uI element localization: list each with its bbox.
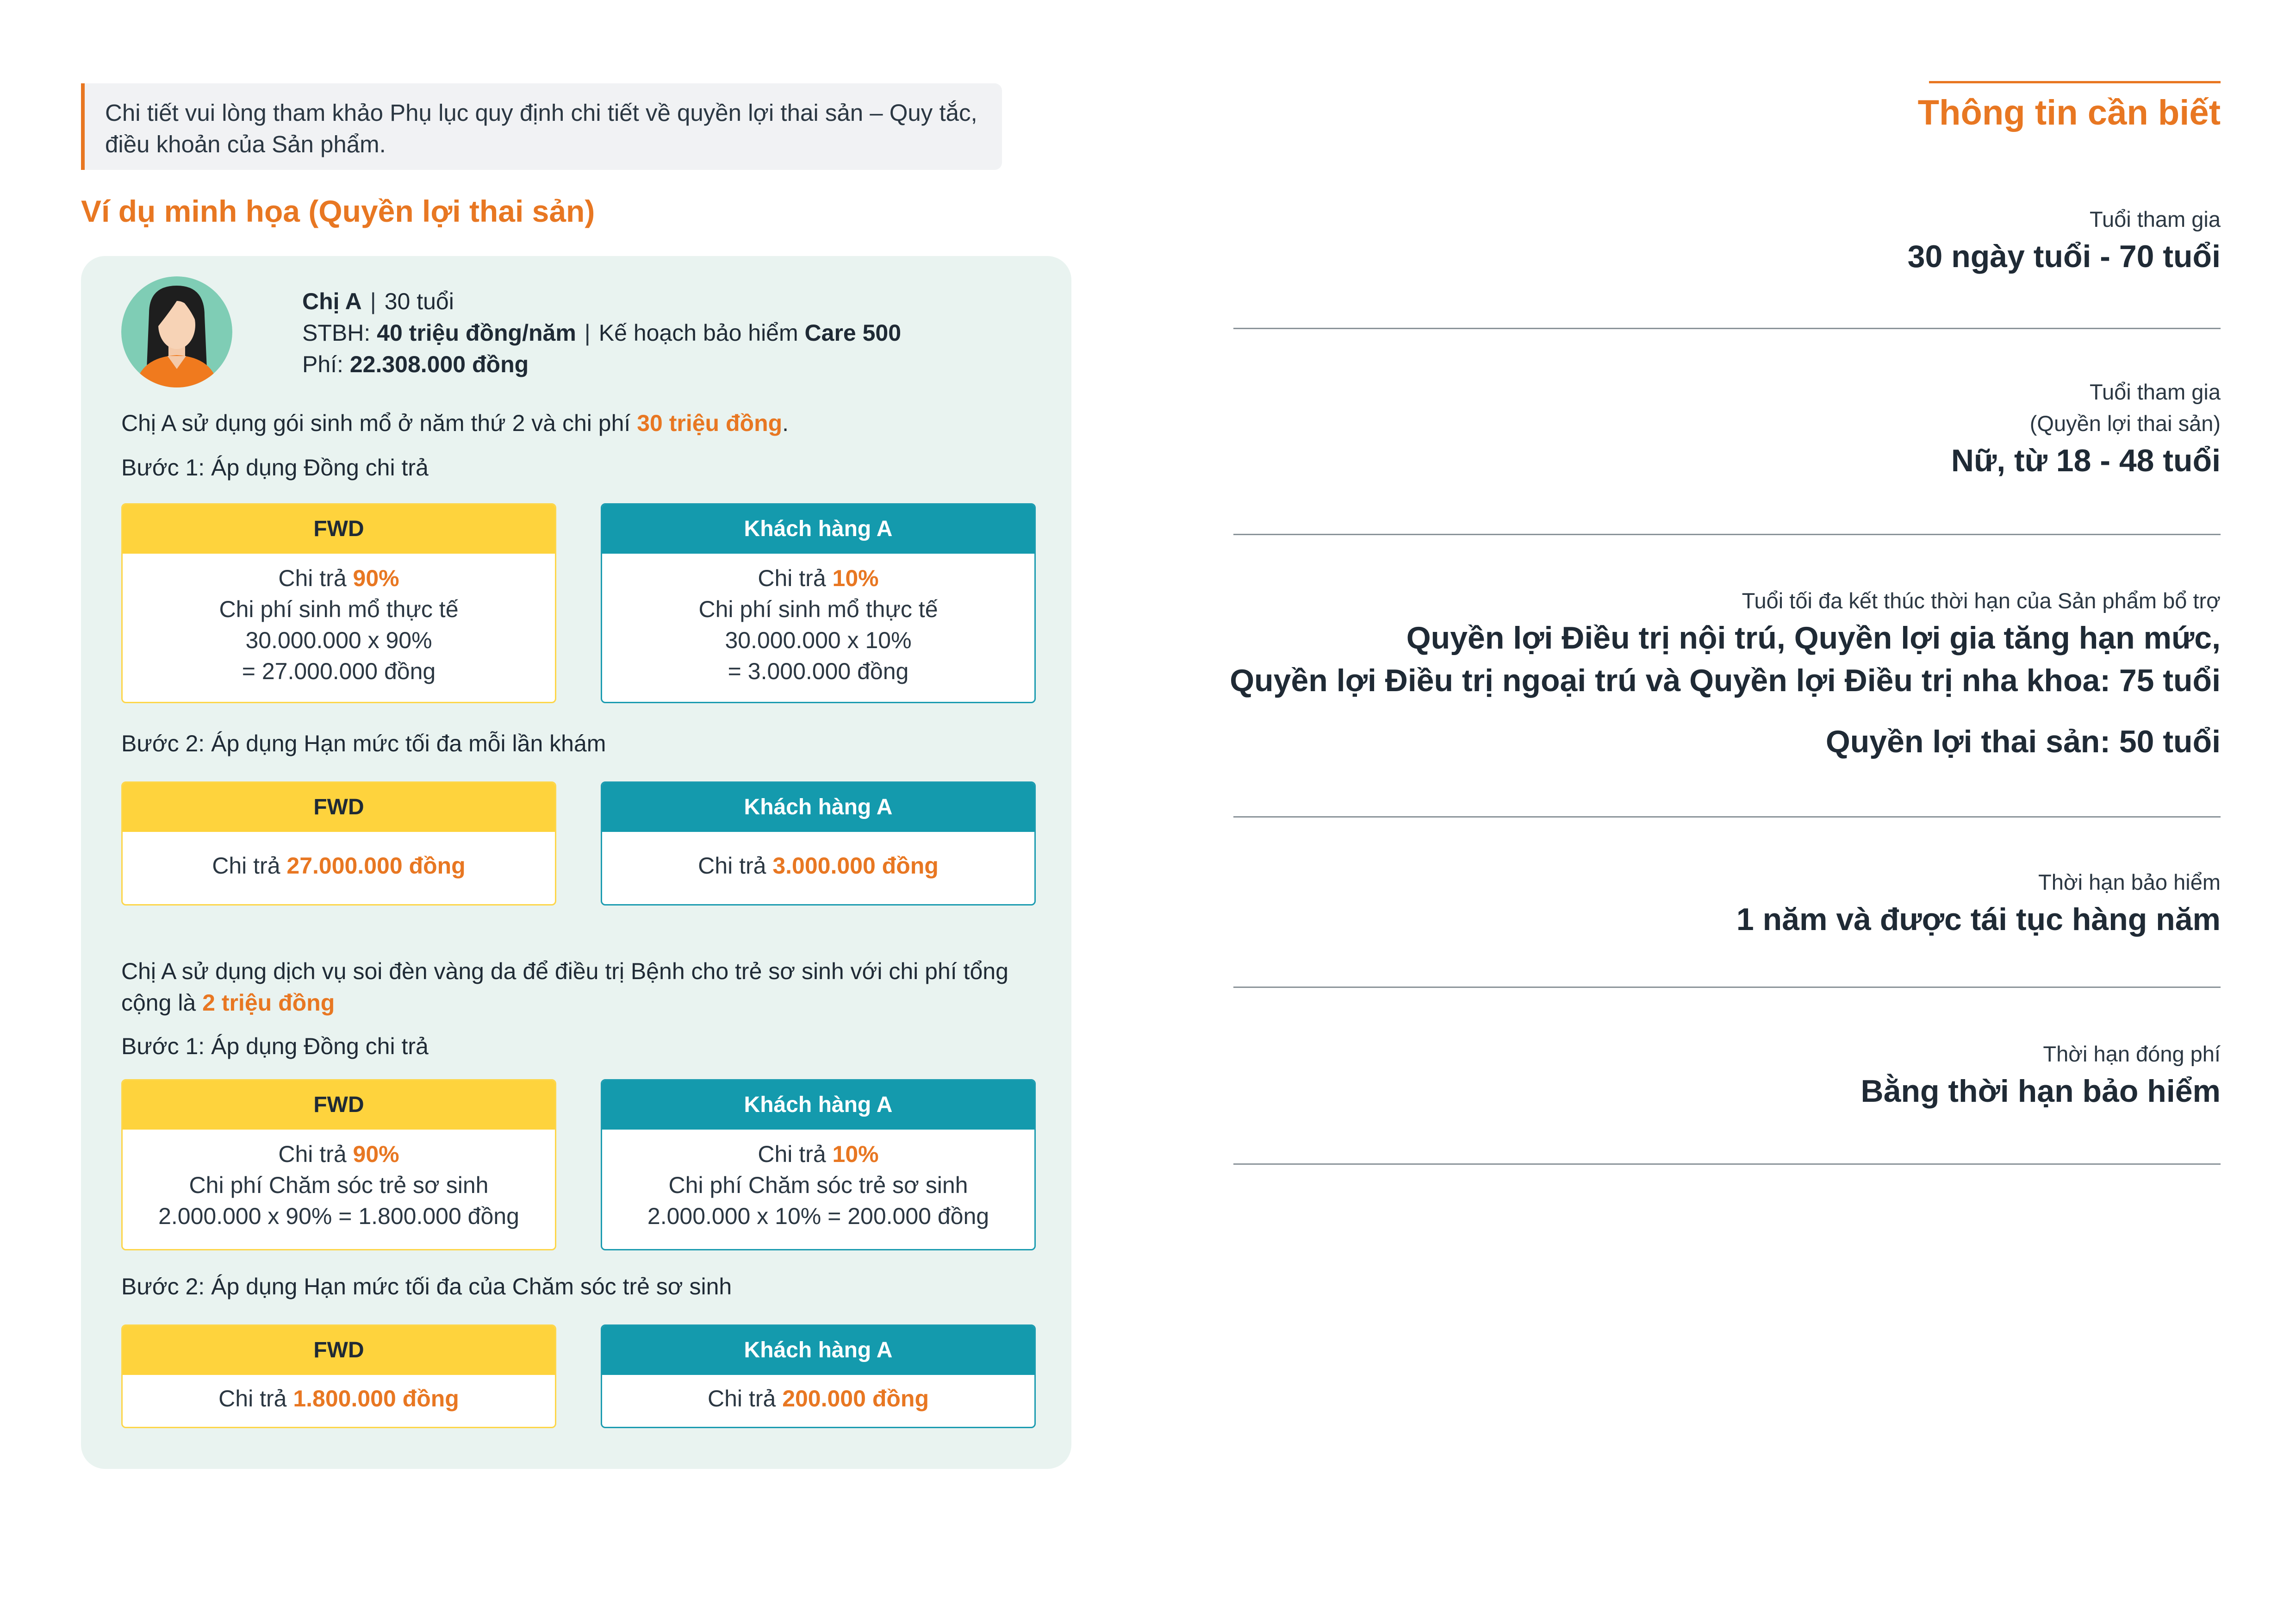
divider	[1233, 328, 2221, 329]
sum-insured-label: STBH:	[302, 320, 371, 346]
scenario2-step2-customer-card	[601, 1324, 1036, 1428]
info-value-line1: Quyền lợi Điều trị nội trú, Quyền lợi gia tăng hạn mức,	[1406, 620, 2221, 656]
payout-percent: 10%	[832, 1141, 879, 1167]
scenario1-intro	[121, 407, 789, 439]
note-line-2: điều khoản của Sản phẩm.	[105, 131, 386, 157]
info-value-line3: Quyền lợi thai sản: 50 tuổi	[1825, 724, 2221, 759]
person-info: Chị A | 30 tuổi STBH: 40 triệu đồng/năm | Kế hoạch bảo hiểm Care 500 Phí: 22.308.000 đồng	[302, 288, 902, 377]
scenario2-step1-customer-card	[601, 1079, 1036, 1250]
divider	[1233, 987, 2221, 988]
info-label: Tuổi tham gia	[2089, 207, 2221, 231]
plan-value: Care 500	[804, 320, 902, 346]
scenario1-step1-customer-card	[601, 503, 1036, 703]
info-label-sub: (Quyền lợi thai sản)	[2029, 411, 2221, 436]
scenario2-step2-fwd-card	[121, 1324, 556, 1428]
result: = 27.000.000 đồng	[242, 658, 436, 684]
payout-prefix: Chi trả	[698, 853, 773, 879]
card-body	[602, 832, 1034, 881]
person-name: Chị A	[302, 288, 362, 314]
scenario1-intro-text: Chị A sử dụng gói sinh mổ ở năm thứ 2 và chi phí	[121, 410, 631, 436]
card-header: FWD	[123, 783, 555, 832]
payout-amount: 200.000 đồng	[782, 1386, 929, 1412]
scenario1-step1: Bước 1: Áp dụng Đồng chi trả	[121, 455, 429, 481]
note-box	[81, 83, 1002, 170]
info-label: Thời hạn đóng phí	[2043, 1042, 2221, 1066]
payout-prefix: Chi trả	[218, 1386, 293, 1412]
info-value: Bằng thời hạn bảo hiểm	[1860, 1074, 2221, 1109]
cost-description: Chi phí sinh mổ thực tế	[219, 596, 459, 622]
payout-percent: 90%	[353, 565, 399, 591]
card-body	[123, 554, 555, 687]
payout-percent: 10%	[832, 565, 879, 591]
payout-amount: 3.000.000 đồng	[772, 853, 939, 879]
info-value: 1 năm và được tái tục hàng năm	[1736, 902, 2221, 937]
payout-prefix: Chi trả	[758, 565, 833, 591]
info-label: Thời hạn bảo hiểm	[2038, 870, 2221, 894]
info-maternity-age	[1951, 376, 2221, 482]
scenario1-step2-customer-card	[601, 781, 1036, 906]
payout-percent: 90%	[353, 1141, 399, 1167]
scenario2-amount: 2 triệu đồng	[202, 990, 335, 1016]
info-label: Tuổi tham gia	[2089, 380, 2221, 404]
info-title: Thông tin cần biết	[1917, 93, 2221, 132]
result: = 3.000.000 đồng	[728, 658, 909, 684]
calculation: 2.000.000 x 90% = 1.800.000 đồng	[158, 1203, 519, 1229]
scenario1-step2: Bước 2: Áp dụng Hạn mức tối đa mỗi lần khám	[121, 731, 606, 756]
sum-insured-value: 40 triệu đồng/năm	[377, 320, 576, 346]
payout-prefix: Chi trả	[278, 565, 353, 591]
info-entry-age	[1908, 204, 2221, 278]
info-label: Tuổi tối đa kết thúc thời hạn của Sản phẩm bổ trợ	[1742, 588, 2221, 613]
scenario2-intro-line2: cộng là	[121, 990, 203, 1016]
card-body	[123, 1130, 555, 1232]
info-max-age	[1230, 585, 2221, 763]
card-body	[602, 1130, 1034, 1232]
divider	[1233, 1163, 2221, 1165]
cost-description: Chi phí Chăm sóc trẻ sơ sinh	[189, 1172, 489, 1198]
scenario1-intro-suffix: .	[782, 410, 789, 436]
example-title: Ví dụ minh họa (Quyền lợi thai sản)	[81, 194, 595, 228]
info-value: Nữ, từ 18 - 48 tuổi	[1951, 443, 2221, 478]
card-body	[602, 554, 1034, 687]
card-header: FWD	[123, 505, 555, 554]
card-body	[602, 1375, 1034, 1414]
avatar-icon	[121, 276, 232, 387]
info-value-line2: Quyền lợi Điều trị ngoại trú và Quyền lợi Điều trị nha khoa: 75 tuổi	[1230, 663, 2221, 698]
info-term	[1736, 867, 2221, 941]
scenario2-intro	[121, 956, 1008, 1018]
payout-amount: 1.800.000 đồng	[293, 1386, 459, 1412]
payout-prefix: Chi trả	[212, 853, 287, 879]
scenario1-step1-fwd-card	[121, 503, 556, 703]
cost-description: Chi phí sinh mổ thực tế	[698, 596, 938, 622]
scenario2-step1-fwd-card	[121, 1079, 556, 1250]
payout-prefix: Chi trả	[758, 1141, 833, 1167]
scenario1-step2-fwd-card	[121, 781, 556, 906]
payout-prefix: Chi trả	[708, 1386, 783, 1412]
divider	[1233, 534, 2221, 535]
info-premium-term	[1861, 1038, 2221, 1112]
note-line-1: Chi tiết vui lòng tham khảo Phụ lục quy định chi tiết về quyền lợi thai sản – Quy tắc,	[105, 100, 977, 126]
payout-prefix: Chi trả	[278, 1141, 353, 1167]
card-header: Khách hàng A	[602, 1326, 1034, 1375]
card-header: FWD	[123, 1081, 555, 1130]
person-age: 30 tuổi	[384, 288, 454, 314]
calculation: 30.000.000 x 10%	[725, 627, 912, 653]
scenario2-step2: Bước 2: Áp dụng Hạn mức tối đa của Chăm sóc trẻ sơ sinh	[121, 1274, 732, 1299]
divider	[1233, 816, 2221, 818]
card-header: Khách hàng A	[602, 783, 1034, 832]
scenario1-amount: 30 triệu đồng	[637, 410, 783, 436]
card-header: FWD	[123, 1326, 555, 1375]
cost-description: Chi phí Chăm sóc trẻ sơ sinh	[668, 1172, 968, 1198]
scenario2-step1: Bước 1: Áp dụng Đồng chi trả	[121, 1033, 429, 1059]
card-header: Khách hàng A	[602, 1081, 1034, 1130]
title-rule	[1929, 81, 2221, 83]
card-body	[123, 1375, 555, 1414]
plan-label: Kế hoạch bảo hiểm	[598, 320, 798, 346]
premium-label: Phí:	[302, 351, 343, 377]
info-value: 30 ngày tuổi - 70 tuổi	[1907, 239, 2221, 274]
payout-amount: 27.000.000 đồng	[286, 853, 466, 879]
calculation: 2.000.000 x 10% = 200.000 đồng	[647, 1203, 989, 1229]
card-body	[123, 832, 555, 881]
calculation: 30.000.000 x 90%	[245, 627, 432, 653]
premium-value: 22.308.000 đồng	[349, 351, 529, 377]
scenario2-intro-line1: Chị A sử dụng dịch vụ soi đèn vàng da để điều trị Bệnh cho trẻ sơ sinh với chi phí tổng	[121, 958, 1008, 984]
card-header: Khách hàng A	[602, 505, 1034, 554]
